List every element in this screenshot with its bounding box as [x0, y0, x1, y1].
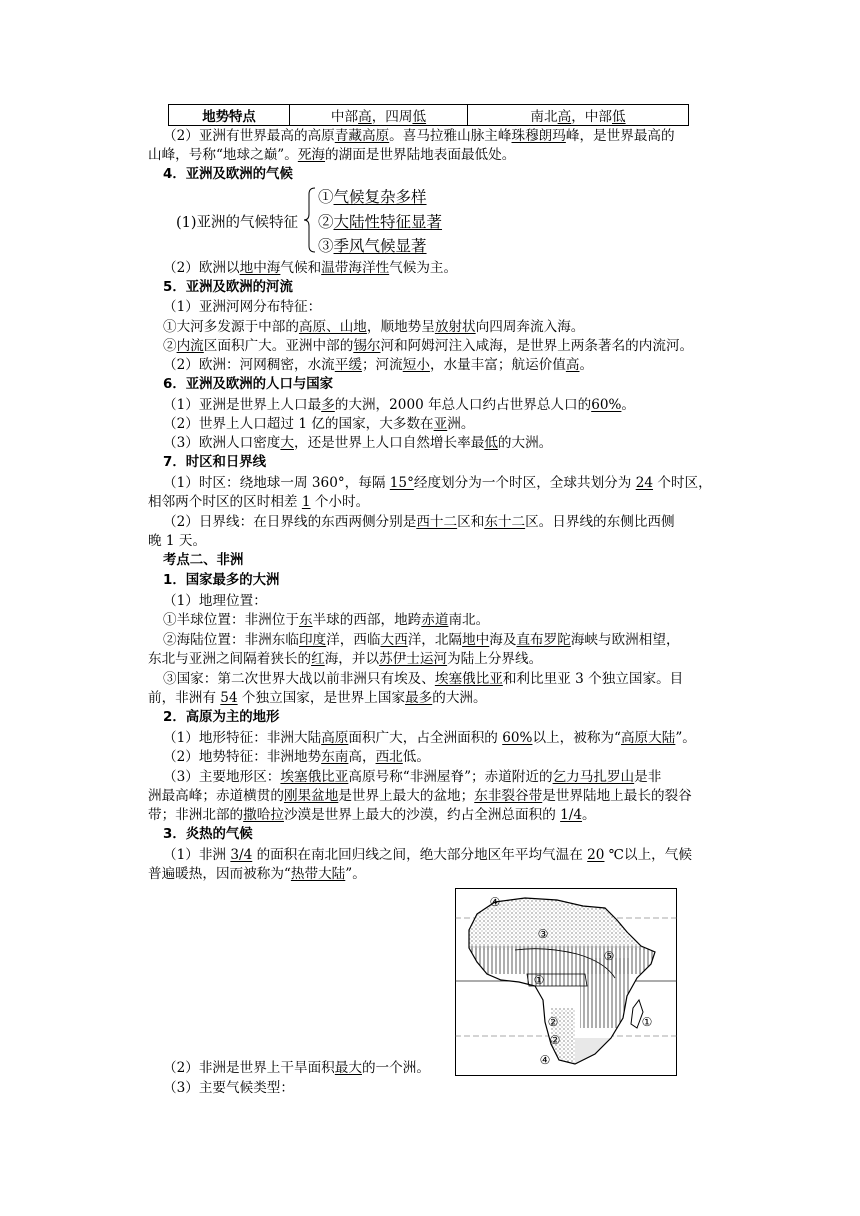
- text-line: （1）亚洲河网分布特征：: [163, 299, 322, 315]
- table-cell-asia: 中部高，四周低: [290, 105, 468, 126]
- text-line: （3）主要气候类型：: [163, 1080, 294, 1096]
- text-line: ①大河多发源于中部的高原、山地，顺地势呈放射状向四周奔流入海。: [163, 319, 585, 335]
- text-line: 普遍暖热，因而被称为“热带大陆”。: [148, 866, 366, 882]
- map-label: ②: [547, 1015, 559, 1029]
- brace-item: ②大陆性特征显著: [318, 213, 443, 231]
- text-line: （2）日界线：在日界线的东西两侧分别是西十二区和东十二区。日界线的东侧比西侧: [163, 514, 675, 530]
- text-line: 带；非洲北部的撒哈拉沙漠是世界上最大的沙漠，约占全洲总面积的 1/4。: [148, 807, 596, 823]
- table-header-cell: 地势特点: [169, 105, 290, 126]
- text-line: ①半球位置：非洲位于东半球的西部，地跨赤道南北。: [163, 612, 490, 628]
- section-heading: 6．亚洲及欧洲的人口与国家: [163, 377, 334, 392]
- text-line: （2）非洲是世界上干旱面积最大的一个洲。: [163, 1060, 430, 1076]
- text-line: （1）时区：绕地球一周 360°，每隔 15°经度划分为一个时区，全球共划分为 24 个时区，: [163, 475, 712, 491]
- text-line: （2）世界上人口超过 1 亿的国家，大多数在亚洲。: [163, 416, 475, 432]
- section-heading: 考点二、非洲: [163, 553, 244, 568]
- map-label: ①: [533, 973, 545, 987]
- text-line: （2）地势特征：非洲地势东南高，西北低。: [163, 749, 430, 765]
- text-line: 前，非洲有 54 个独立国家，是世界上国家最多的大洲。: [148, 690, 487, 706]
- brace-item: ①气候复杂多样: [318, 188, 427, 206]
- africa-climate-map: [455, 888, 677, 1076]
- map-label: ②: [549, 1033, 561, 1047]
- brace-item: ③季风气候显著: [318, 237, 427, 255]
- map-label: ④: [489, 895, 501, 909]
- text-line: （1）地理位置：: [163, 593, 267, 609]
- map-label: ③: [537, 927, 549, 941]
- section-heading: 4．亚洲及欧洲的气候: [163, 167, 293, 182]
- text-line: ②内流区面积广大。亚洲中部的锡尔河和阿姆河注入咸海，是世界上两条著名的内流河。: [163, 338, 694, 354]
- climate-label: (1)亚洲的气候特征: [176, 215, 299, 231]
- section-heading: 3．炎热的气候: [163, 827, 253, 842]
- text-line: （1）地形特征：非洲大陆高原面积广大，占全洲面积的 60%以上，被称为“高原大陆”。: [163, 730, 696, 746]
- text-line: ②海陆位置：非洲东临印度洋，西临大西洋，北隔地中海及直布罗陀海峡与欧洲相望，: [163, 632, 680, 648]
- map-label: ①: [641, 1015, 653, 1029]
- section-heading: 1．国家最多的大洲: [163, 573, 280, 588]
- text-line: （1）亚洲是世界上人口最多的大洲，2000 年总人口约占世界总人口的60%。: [163, 397, 636, 413]
- text-line: 相邻两个时区的区时相差 1 个小时。: [148, 494, 370, 510]
- text-line: 洲最高峰；赤道横贯的刚果盆地是世界上最大的盆地；东非裂谷带是世界陆地上最长的裂谷: [148, 788, 692, 804]
- map-label: ④: [539, 1053, 551, 1067]
- text-line: （3）主要地形区：埃塞俄比亚高原号称“非洲屋脊”；赤道附近的乞力马扎罗山是非: [163, 769, 662, 785]
- brace-icon: [303, 186, 317, 254]
- text-line: 晚 1 天。: [148, 533, 207, 549]
- text-line: （2）亚洲有世界最高的高原青藏高原。喜马拉雅山脉主峰珠穆朗玛峰，是世界最高的: [163, 128, 675, 144]
- section-heading: 5．亚洲及欧洲的河流: [163, 280, 293, 295]
- text-line: （1）非洲 3/4 的面积在南北回归线之间，绝大部分地区年平均气温在 20 ℃以上，气候: [163, 847, 692, 863]
- map-label: ⑤: [603, 949, 615, 963]
- section-heading: 7．时区和日界线: [163, 455, 267, 470]
- table-cell-europe: 南北高，中部低: [468, 105, 689, 126]
- section-heading: 2．高原为主的地形: [163, 710, 280, 725]
- text-line: 东北与亚洲之间隔着狭长的红海，并以苏伊士运河为陆上分界线。: [148, 651, 543, 667]
- text-line: （2）欧洲：河网稠密，水流平缓；河流短小，水量丰富；航运价值高。: [163, 357, 594, 373]
- text-line: ③国家：第二次世界大战以前非洲只有埃及、埃塞俄比亚和利比里亚 3 个独立国家。目: [163, 671, 684, 687]
- text-line: （2）欧洲以地中海气候和温带海洋性气候为主。: [163, 260, 458, 276]
- terrain-table: [168, 104, 689, 126]
- text-line: 山峰，号称“地球之巅”。死海的湖面是世界陆地表面最低处。: [148, 147, 516, 163]
- text-line: （3）欧洲人口密度大，还是世界上人口自然增长率最低的大洲。: [163, 435, 553, 451]
